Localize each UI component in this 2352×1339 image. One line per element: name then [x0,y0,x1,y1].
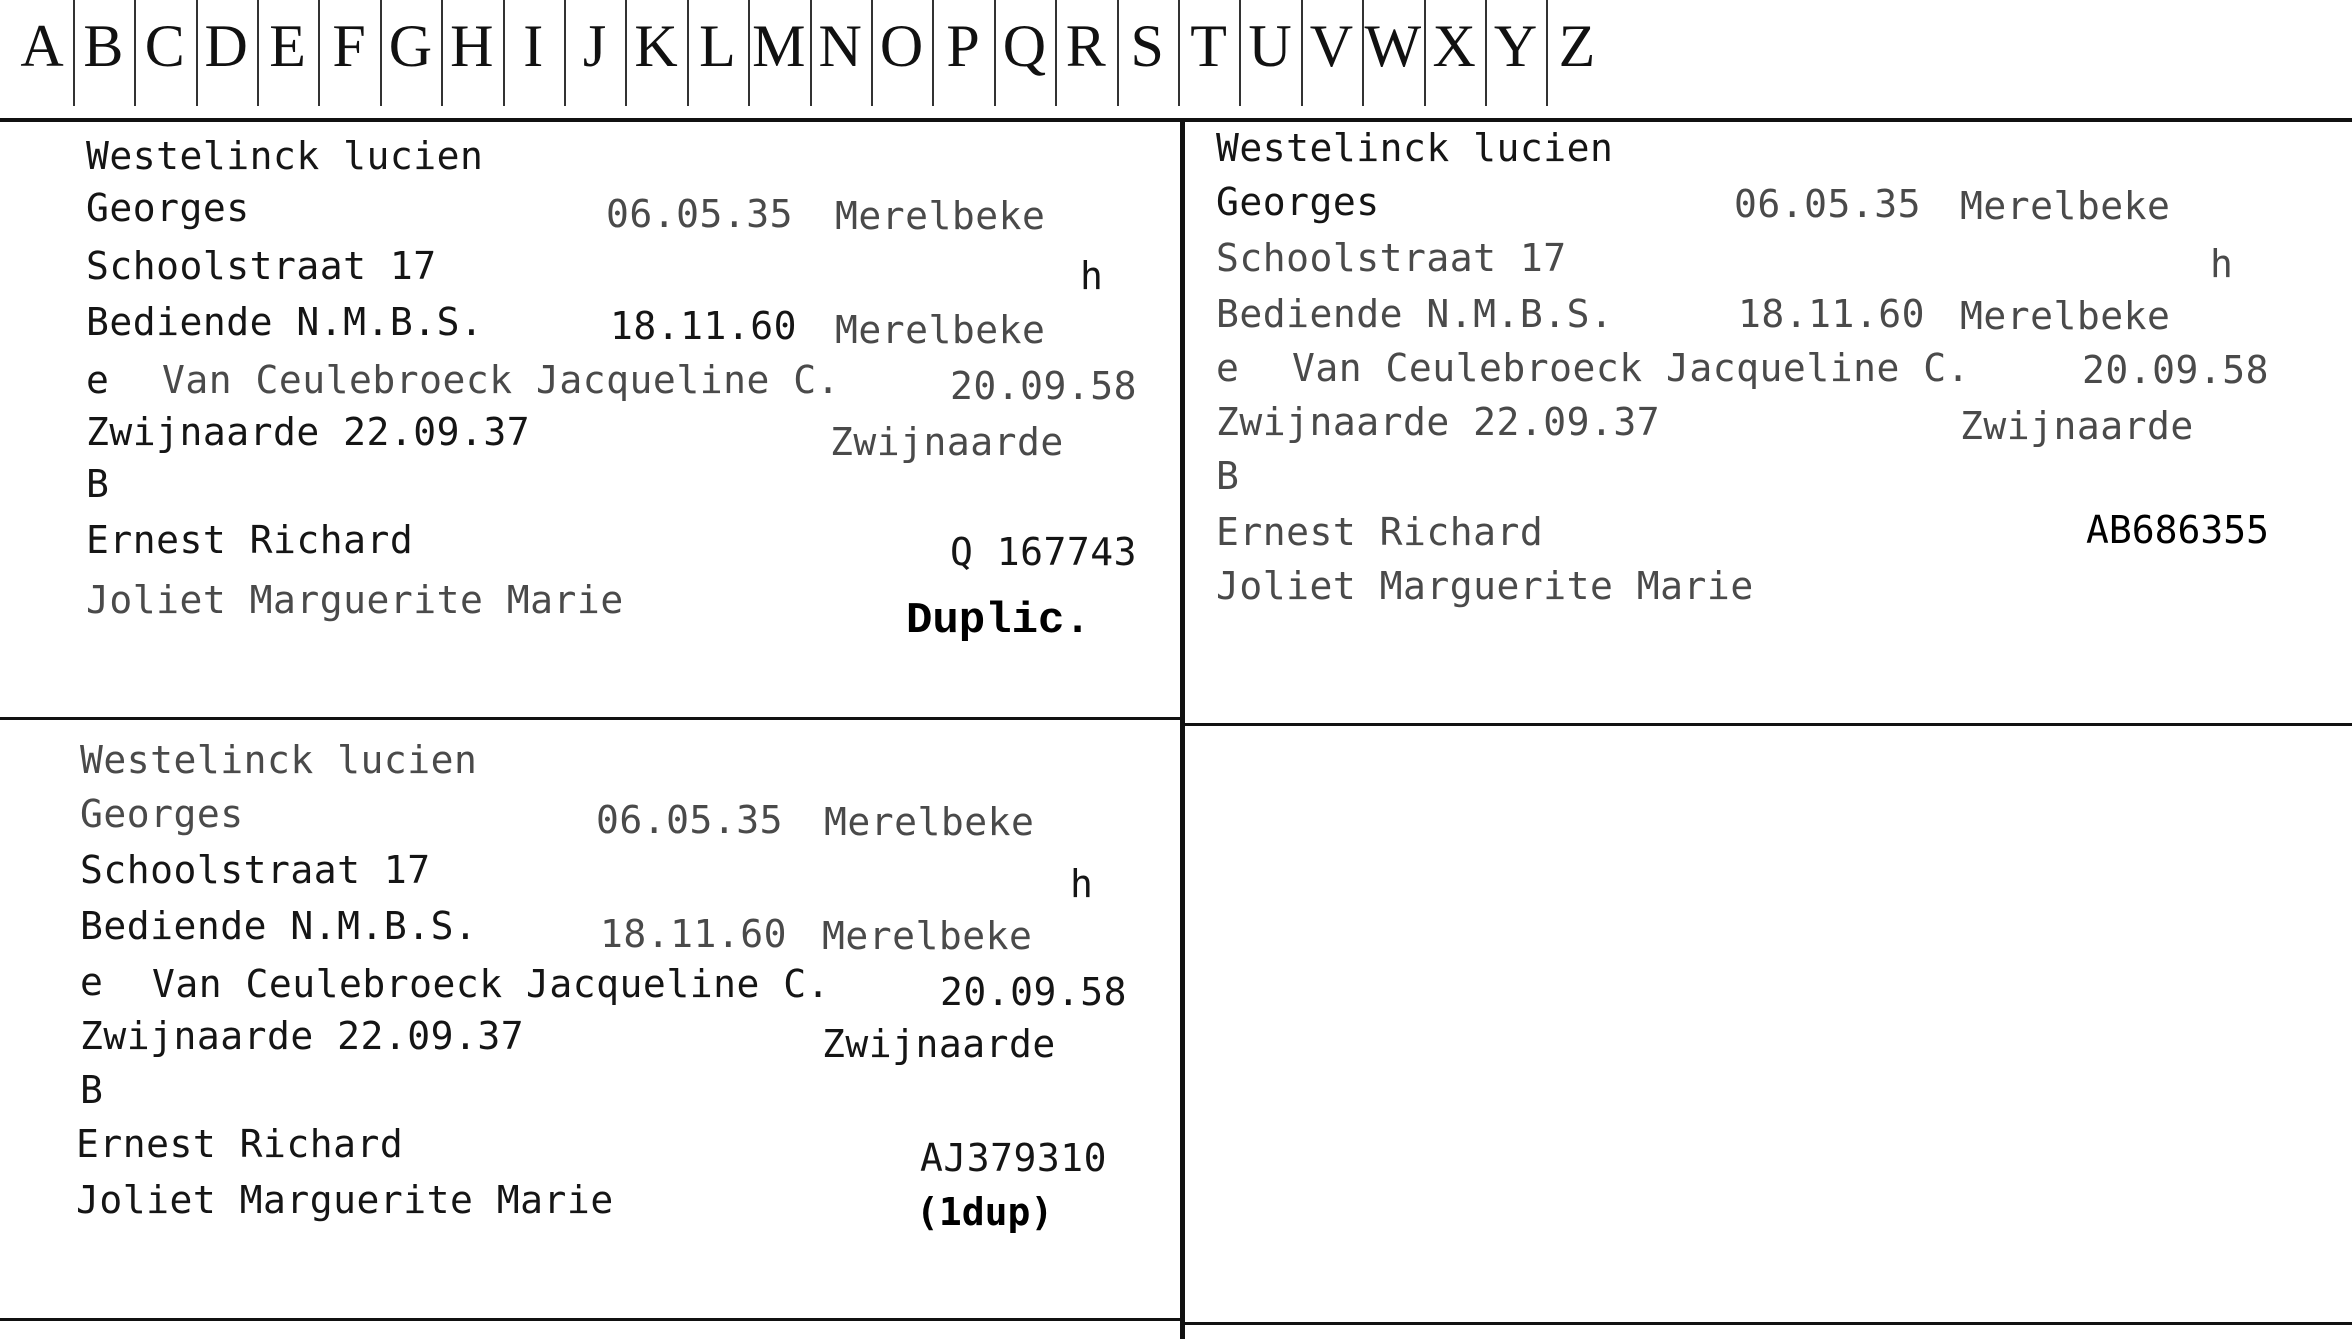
registration-date: 18.11.60 [1738,292,1926,336]
index-letter-s: S [1130,13,1164,79]
left-row-divider [0,717,1180,720]
index-letter-y: Y [1493,13,1538,79]
spouse-birth: Zwijnaarde 22.09.37 [1216,400,1661,444]
center-divider [1180,120,1185,1339]
spouse-prefix: e [86,358,110,402]
birth-date: 06.05.35 [1734,182,1922,226]
birth-place: Merelbeke [824,800,1035,844]
occupation: Bediende N.M.B.S. [1216,292,1614,336]
address: Schoolstraat 17 [1216,236,1567,280]
alphabet-index-strip [0,0,2352,120]
mother-name: Joliet Marguerite Marie [1216,564,1754,608]
spouse-prefix: e [80,960,104,1004]
birth-place: Merelbeke [1960,184,2171,228]
birth-date: 06.05.35 [606,192,794,236]
given-name: Georges [86,186,250,230]
marriage-place: Zwijnaarde [822,1022,1056,1066]
given-name: Georges [1216,180,1380,224]
index-letter-k: K [634,13,678,79]
spouse-birth: Zwijnaarde 22.09.37 [80,1014,525,1058]
right-bottom-edge [1185,1322,2352,1325]
registration-place: Merelbeke [822,914,1033,958]
occupation: Bediende N.M.B.S. [80,904,478,948]
index-letter-j: J [582,13,607,79]
right-row-divider [1185,723,2352,726]
index-letter-g: G [388,13,433,79]
index-letter-v: V [1309,13,1354,79]
index-letter-c: C [144,13,185,79]
left-bottom-edge [0,1318,1180,1321]
spouse-name: Van Ceulebroeck Jacqueline C. [162,358,840,402]
marriage-place: Zwijnaarde [830,420,1064,464]
sex-marker: h [1080,254,1104,298]
index-strip-divider [0,118,2352,122]
index-letter-t: T [1190,13,1227,79]
code-letter: B [86,462,110,506]
code-letter: B [80,1068,104,1112]
index-letter-h: H [450,13,494,79]
mother-name: Joliet Marguerite Marie [76,1178,614,1222]
marriage-date: 20.09.58 [940,970,1128,1014]
address: Schoolstraat 17 [86,244,437,288]
document-number: AB686355 [2086,508,2270,552]
spouse-prefix: e [1216,346,1240,390]
index-letter-w: W [1364,13,1422,79]
index-letter-a: A [20,13,64,79]
index-letter-o: O [879,13,924,79]
marriage-date: 20.09.58 [2082,348,2270,392]
document-number: AJ379310 [920,1136,1108,1180]
marriage-date: 20.09.58 [950,364,1138,408]
given-name: Georges [80,792,244,836]
father-name: Ernest Richard [1216,510,1544,554]
index-letter-u: U [1248,13,1292,79]
registration-date: 18.11.60 [610,304,798,348]
sex-marker: h [1070,862,1094,906]
occupation: Bediende N.M.B.S. [86,300,484,344]
duplicate-note: (1dup) [916,1190,1054,1234]
document-number: Q 167743 [950,530,1138,574]
index-letter-m: M [752,13,806,79]
index-letter-x: X [1432,13,1476,79]
sex-marker: h [2210,242,2234,286]
index-letter-n: N [818,13,862,79]
index-letter-f: F [332,13,366,79]
registration-place: Merelbeke [1960,294,2171,338]
index-letter-i: I [523,13,544,79]
birth-date: 06.05.35 [596,798,784,842]
index-letter-e: E [269,13,306,79]
birth-place: Merelbeke [835,194,1046,238]
index-letter-b: B [83,13,124,79]
marriage-place: Zwijnaarde [1960,404,2194,448]
index-letter-p: P [946,13,980,79]
index-letter-d: D [204,13,248,79]
index-letter-l: L [699,13,736,79]
address: Schoolstraat 17 [80,848,431,892]
registration-date: 18.11.60 [600,912,788,956]
name-line: Westelinck lucien [86,134,484,178]
code-letter: B [1216,454,1240,498]
index-letter-q: Q [1002,13,1047,79]
registration-place: Merelbeke [835,308,1046,352]
spouse-birth: Zwijnaarde 22.09.37 [86,410,531,454]
spouse-name: Van Ceulebroeck Jacqueline C. [1292,346,1970,390]
name-line: Westelinck lucien [1216,126,1614,170]
index-letter-r: R [1065,13,1106,79]
name-line: Westelinck lucien [80,738,478,782]
father-name: Ernest Richard [86,518,414,562]
father-name: Ernest Richard [76,1122,404,1166]
mother-name: Joliet Marguerite Marie [86,578,624,622]
duplicate-stamp: Duplic. [906,596,1091,646]
index-letter-z: Z [1558,13,1596,79]
spouse-name: Van Ceulebroeck Jacqueline C. [152,962,830,1006]
